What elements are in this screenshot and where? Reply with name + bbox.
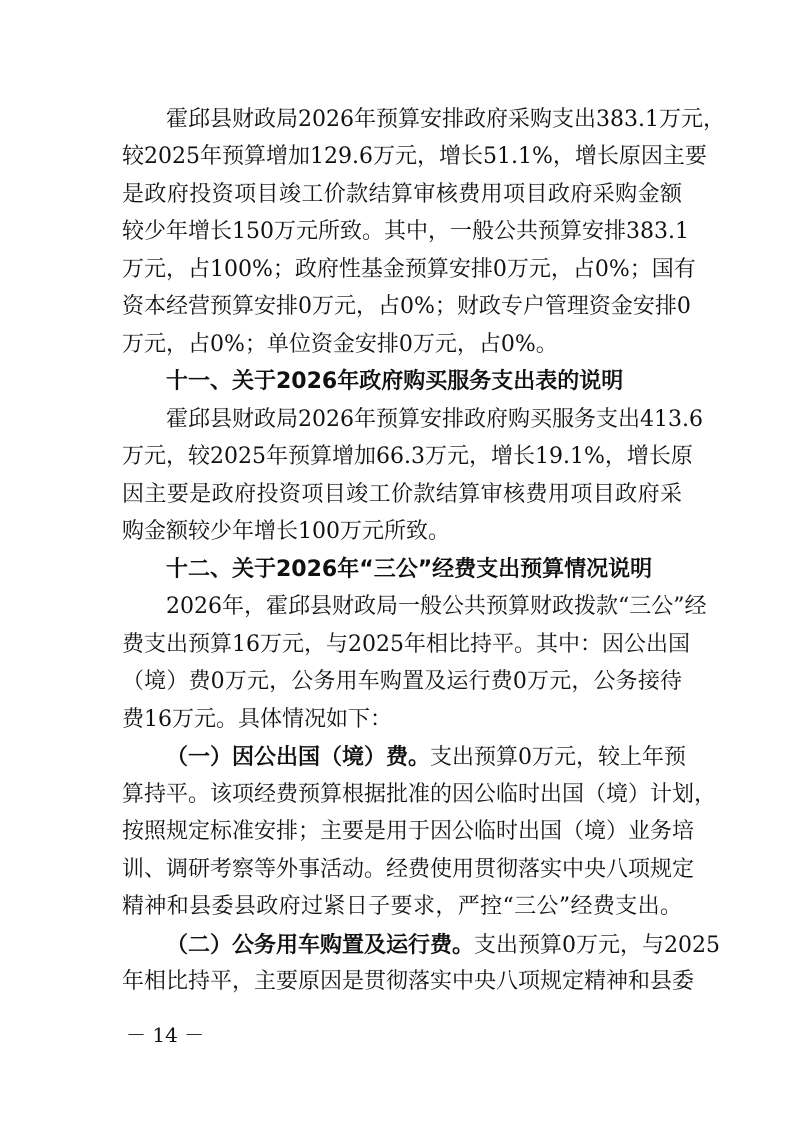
paragraph-line: 2026年，霍邱县财政局一般公共预算财政拨款“三公”经 [166,594,707,619]
paragraph-line: 费支出预算16万元，与2025年相比持平。其中：因公出国 [122,632,690,657]
paragraph-line: 年相比持平，主要原因是贯彻落实中央八项规定精神和县委 [122,969,695,994]
paragraph-line: 霍邱县财政局2026年预算安排政府购买服务支出413.6 [166,407,703,432]
paragraph-line: （境）费0万元，公务用车购置及运行费0万元，公务接待 [122,669,682,694]
paragraph-line: 按照规定标准安排；主要是用于因公临时出国（境）业务培 [122,819,695,844]
paragraph-line: 较2025年预算增加129.6万元，增长51.1%，增长原因主要 [122,144,707,169]
paragraph-line: 训、调研考察等外事活动。经费使用贯彻落实中央八项规定 [122,857,695,882]
paragraph-line [166,931,721,960]
paragraph-line: 购金额较少年增长100万元所致。 [122,519,450,544]
paragraph-line: 因主要是政府投资项目竣工价款结算审核费用项目政府采 [122,482,682,507]
paragraph-text: 支出预算0万元，较上年预 [430,745,687,770]
page-number: － 14 － [126,1023,205,1047]
paragraph-line: 精神和县委县政府过紧日子要求，严控“三公”经费支出。 [122,894,682,919]
paragraph-line: 是政府投资项目竣工价款结算审核费用项目政府采购金额 [122,182,682,207]
section-heading: 十一、关于2026年政府购买服务支出表的说明 [166,369,624,394]
paragraph-line: 万元，占100%；政府性基金预算安排0万元，占0%；国有 [122,257,696,282]
paragraph-line: 万元，占0%；单位资金安排0万元，占0%。 [122,332,558,357]
subheading-label: （二）公务用车购置及运行费。 [166,932,475,958]
subheading-label: （一）因公出国（境）费。 [166,744,431,770]
section-heading: 十二、关于2026年“三公”经费支出预算情况说明 [166,557,653,582]
paragraph-line: 万元，较2025年预算增加66.3万元，增长19.1%，增长原 [122,444,693,469]
paragraph-line [166,743,687,772]
paragraph-line: 资本经营预算安排0万元，占0%；财政专户管理资金安排0 [122,294,691,319]
paragraph-line: 较少年增长150万元所致。其中，一般公共预算安排383.1 [122,219,689,244]
paragraph-line: 费16万元。具体情况如下： [122,707,392,732]
paragraph-line: 霍邱县财政局2026年预算安排政府采购支出383.1万元， [166,107,725,132]
paragraph-line: 算持平。该项经费预算根据批准的因公临时出国（境）计划， [122,782,717,807]
paragraph-text: 支出预算0万元，与2025 [474,933,721,958]
